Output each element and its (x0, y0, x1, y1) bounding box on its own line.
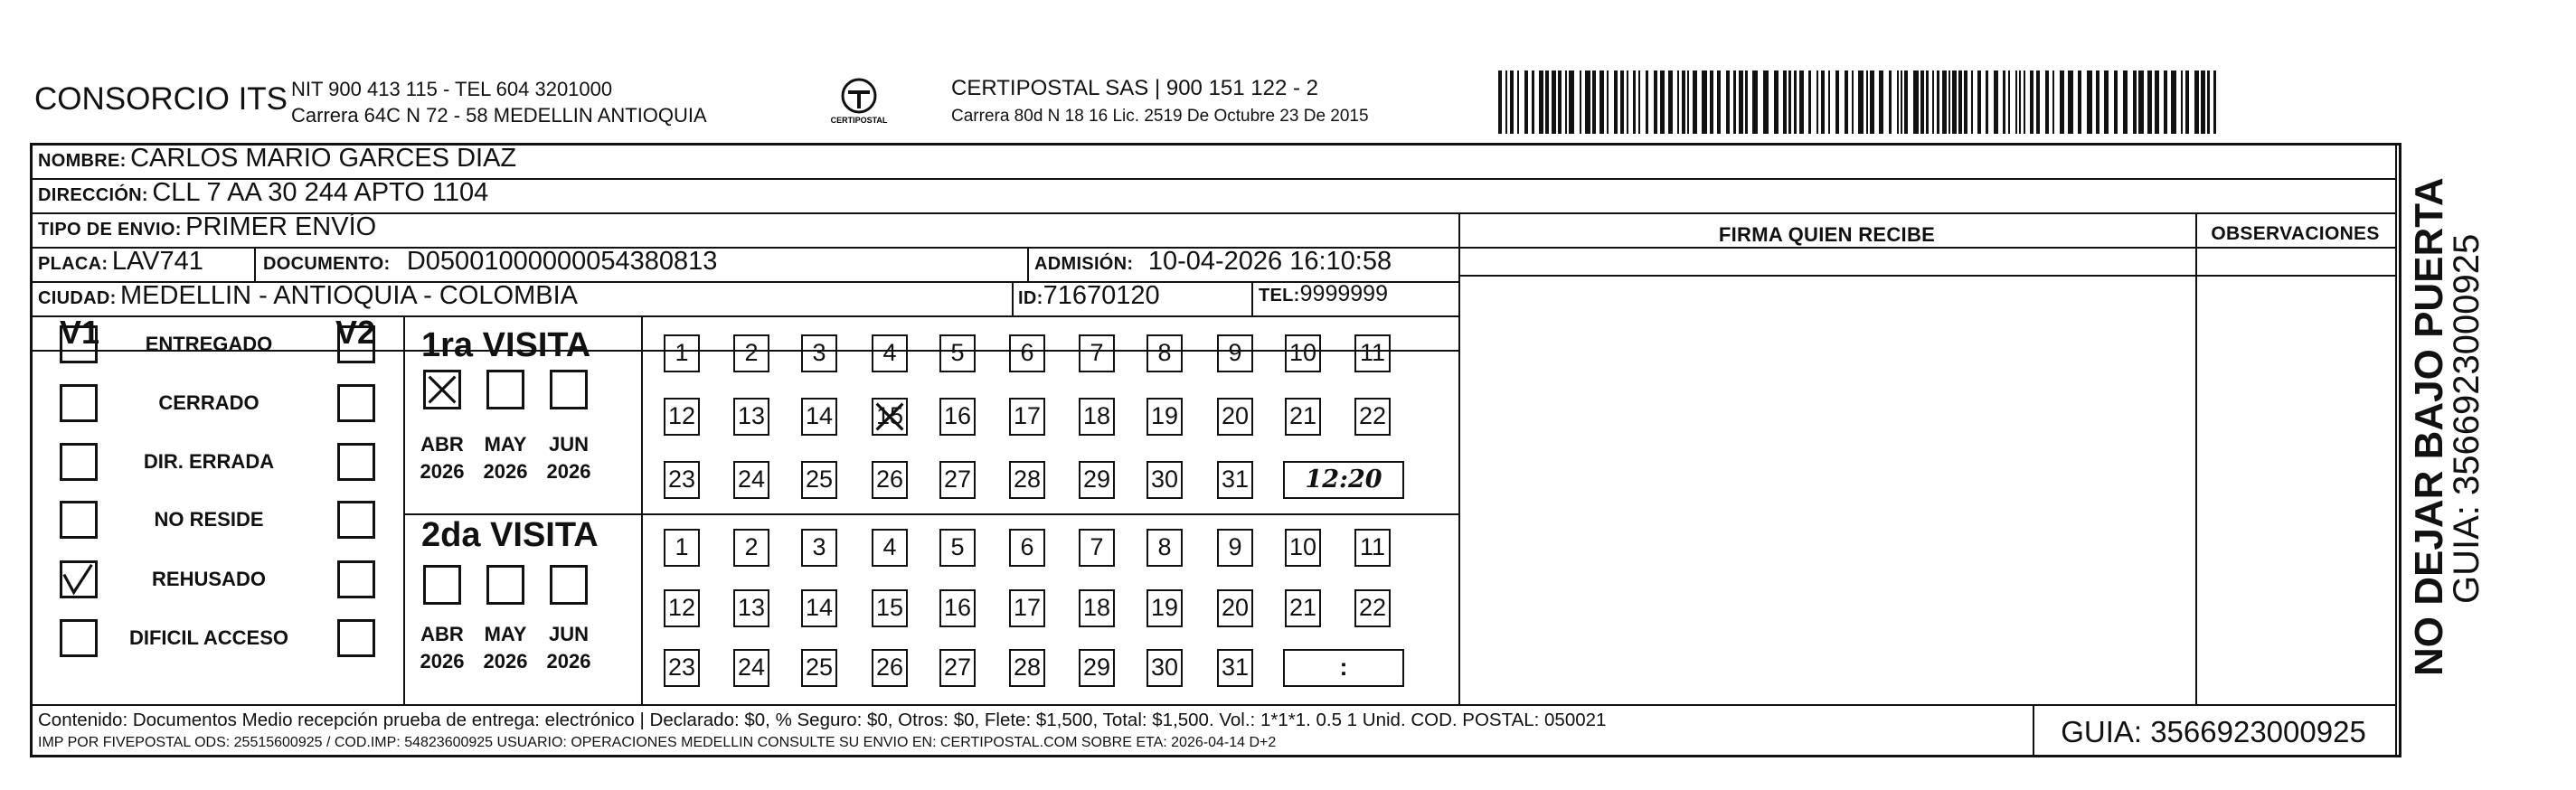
month-name: JUN (548, 433, 589, 456)
second-visit-day-5[interactable]: 5 (939, 529, 976, 567)
v1-checkbox[interactable] (60, 325, 98, 363)
v2-checkbox[interactable] (337, 501, 375, 539)
second-visit-day-7[interactable]: 7 (1079, 529, 1115, 567)
first-visit-day-15[interactable]: 15 (872, 398, 908, 436)
v1-checkbox[interactable] (60, 384, 98, 422)
second-visit-day-20[interactable]: 20 (1217, 589, 1253, 627)
status-label: DIFICIL ACCESO (128, 626, 288, 649)
second-visit-day-27[interactable]: 27 (939, 649, 976, 687)
placa-label: PLACA: (38, 254, 109, 274)
admision-cell (1034, 247, 1392, 277)
company-info (291, 76, 707, 128)
second-visit-day-14[interactable]: 14 (801, 589, 837, 627)
v2-checkbox[interactable] (337, 619, 375, 657)
second-visit-month-label (539, 621, 599, 675)
second-visit-day-2[interactable]: 2 (733, 529, 769, 567)
first-visit-day-16[interactable]: 16 (939, 398, 976, 436)
month-name: MAY (484, 433, 527, 456)
first-visit-day-8[interactable]: 8 (1146, 334, 1183, 372)
second-visit-day-25[interactable]: 25 (801, 649, 837, 687)
second-visit-title: 2da VISITA (421, 516, 599, 554)
first-visit-day-4[interactable]: 4 (872, 334, 908, 372)
ciudad-label: CIUDAD: (38, 288, 117, 308)
logo-icon (830, 76, 888, 132)
second-visit-month-checkbox[interactable] (486, 565, 524, 605)
status-label: ENTREGADO (145, 333, 273, 355)
second-visit-day-9[interactable]: 9 (1217, 529, 1253, 567)
second-visit-day-24[interactable]: 24 (733, 649, 769, 687)
company-name: CONSORCIO ITS (34, 81, 288, 117)
first-visit-day-11[interactable]: 11 (1354, 334, 1391, 372)
first-visit-day-17[interactable]: 17 (1009, 398, 1045, 436)
first-visit-day-25[interactable]: 25 (801, 461, 837, 499)
month-year: 2026 (546, 460, 591, 483)
nombre-value: CARLOS MARIO GARCES DIAZ (130, 144, 517, 173)
tipo-label: TIPO DE ENVIO: (38, 220, 182, 240)
first-visit-day-21[interactable]: 21 (1285, 398, 1321, 436)
first-visit-time-box[interactable]: 12:20 (1283, 461, 1404, 499)
direccion-value: CLL 7 AA 30 244 APTO 1104 (152, 178, 489, 207)
nombre-row (38, 144, 516, 174)
first-visit-day-10[interactable]: 10 (1285, 334, 1321, 372)
first-visit-day-23[interactable]: 23 (664, 461, 700, 499)
second-visit-day-4[interactable]: 4 (872, 529, 908, 567)
first-visit-month-checkbox[interactable] (486, 370, 524, 409)
first-visit-title: 1ra VISITA (421, 326, 591, 364)
second-visit-day-26[interactable]: 26 (872, 649, 908, 687)
second-visit-day-31[interactable]: 31 (1217, 649, 1253, 687)
tel-label: TEL: (1259, 286, 1300, 306)
second-visit-day-10[interactable]: 10 (1285, 529, 1321, 567)
second-visit-day-19[interactable]: 19 (1146, 589, 1183, 627)
first-visit-day-28[interactable]: 28 (1009, 461, 1045, 499)
ciudad-value: MEDELLIN - ANTIOQUIA - COLOMBIA (120, 281, 578, 310)
first-visit-month-checkbox[interactable] (550, 370, 588, 409)
second-visit-day-13[interactable]: 13 (733, 589, 769, 627)
tipo-row (38, 212, 376, 242)
first-visit-month-label (539, 431, 599, 485)
first-visit-month-label (476, 431, 535, 485)
id-cell (1018, 281, 1160, 311)
v2-checkbox[interactable] (337, 325, 375, 363)
month-year: 2026 (420, 460, 465, 483)
v2-checkbox[interactable] (337, 560, 375, 598)
certipostal-logo (830, 76, 888, 132)
observations-area[interactable] (2198, 278, 2393, 702)
footer-guia: GUIA: 3566923000925 (2061, 715, 2366, 748)
v2-checkbox[interactable] (337, 384, 375, 422)
second-visit-day-22[interactable]: 22 (1354, 589, 1391, 627)
month-name: ABR (420, 433, 464, 456)
tel-cell (1259, 281, 1388, 307)
month-year: 2026 (483, 650, 528, 672)
first-visit-day-20[interactable]: 20 (1217, 398, 1253, 436)
barcode (1496, 71, 2220, 134)
courier-name: CERTIPOSTAL SAS | 900 151 122 - 2 (951, 76, 1318, 100)
company-nit: NIT 900 413 115 - TEL 604 3201000 (291, 78, 613, 100)
second-visit-day-12[interactable]: 12 (664, 589, 700, 627)
month-year: 2026 (546, 650, 591, 672)
id-label: ID: (1018, 288, 1043, 308)
month-year: 2026 (420, 650, 465, 672)
second-visit-day-30[interactable]: 30 (1146, 649, 1183, 687)
x-mark-icon (426, 372, 458, 407)
nombre-label: NOMBRE: (38, 151, 127, 171)
first-visit-day-31[interactable]: 31 (1217, 461, 1253, 499)
second-visit-day-21[interactable]: 21 (1285, 589, 1321, 627)
placa-value: LAV741 (111, 247, 203, 276)
first-visit-day-2[interactable]: 2 (733, 334, 769, 372)
signature-area[interactable] (1461, 278, 2194, 702)
courier-info (951, 76, 1369, 127)
second-visit-time-box[interactable]: : (1283, 649, 1404, 687)
second-visit-day-16[interactable]: 16 (939, 589, 976, 627)
v2-label: V2 (335, 314, 376, 351)
first-visit-day-26[interactable]: 26 (872, 461, 908, 499)
observaciones-header: OBSERVACIONES (2211, 223, 2380, 244)
placa-cell (38, 247, 203, 277)
first-visit-day-12[interactable]: 12 (664, 398, 700, 436)
second-visit-day-6[interactable]: 6 (1009, 529, 1045, 567)
first-visit-day-29[interactable]: 29 (1079, 461, 1115, 499)
status-label: CERRADO (158, 391, 259, 414)
first-visit-day-9[interactable]: 9 (1217, 334, 1253, 372)
tel-value: 9999999 (1299, 281, 1388, 306)
direccion-label: DIRECCIÓN: (38, 185, 148, 205)
month-name: JUN (548, 623, 589, 645)
first-visit-day-7[interactable]: 7 (1079, 334, 1115, 372)
first-visit-day-24[interactable]: 24 (733, 461, 769, 499)
courier-address: Carrera 80d N 18 16 Lic. 2519 De Octubre 23 De 2015 (951, 107, 1369, 126)
v1-checkbox[interactable] (60, 443, 98, 481)
first-visit-day-14[interactable]: 14 (801, 398, 837, 436)
second-visit-day-18[interactable]: 18 (1079, 589, 1115, 627)
month-year: 2026 (483, 460, 528, 483)
v1-checkbox[interactable] (60, 501, 98, 539)
first-visit-month-label (412, 431, 472, 485)
v1-label: V1 (60, 314, 100, 351)
documento-cell (263, 247, 717, 277)
admision-label: ADMISIÓN: (1034, 254, 1134, 274)
second-visit-day-1[interactable]: 1 (664, 529, 700, 567)
documento-value: D05001000000054380813 (406, 247, 718, 276)
first-visit-day-27[interactable]: 27 (939, 461, 976, 499)
second-visit-day-17[interactable]: 17 (1009, 589, 1045, 627)
v1-checkbox[interactable] (60, 560, 98, 598)
footer-imp: IMP POR FIVEPOSTAL ODS: 25515600925 / COD.IMP: 54823600925 USUARIO: OPERACIONES MEDELLIN CONSULTE SU ENVIO EN: CERTIPOSTAL.COM SOBRE ETA: 2026-04-14 D+2 (38, 735, 1277, 750)
logo-text: CERTIPOSTAL (830, 116, 888, 125)
second-visit-day-28[interactable]: 28 (1009, 649, 1045, 687)
second-visit-month-checkbox[interactable] (423, 565, 461, 605)
check-mark-icon (62, 563, 95, 596)
v1-checkbox[interactable] (60, 619, 98, 657)
first-visit-day-19[interactable]: 19 (1146, 398, 1183, 436)
footer-contenido: Contenido: Documentos Medio recepción prueba de entrega: electrónico | Declarado: $0, % Seguro: $0, Otros: $0, Flete: $1,500, Total: $1,500. Vol.: 1*1*1. 0.5 1 Unid. COD. POSTAL: 050021 (38, 710, 1607, 730)
delivery-form (30, 143, 2401, 757)
first-visit-day-1[interactable]: 1 (664, 334, 700, 372)
second-visit-month-label (412, 621, 472, 675)
status-label: REHUSADO (152, 568, 266, 590)
ciudad-cell (38, 281, 578, 311)
company-address: Carrera 64C N 72 - 58 MEDELLIN ANTIOQUIA (291, 104, 707, 127)
v2-checkbox[interactable] (337, 443, 375, 481)
direccion-row (38, 178, 488, 208)
status-label: DIR. ERRADA (143, 450, 275, 473)
second-visit-day-23[interactable]: 23 (664, 649, 700, 687)
second-visit-month-checkbox[interactable] (550, 565, 588, 605)
admision-value: 10-04-2026 16:10:58 (1147, 247, 1392, 276)
first-visit-day-30[interactable]: 30 (1146, 461, 1183, 499)
first-visit-day-5[interactable]: 5 (939, 334, 976, 372)
second-visit-day-8[interactable]: 8 (1146, 529, 1183, 567)
x-mark-icon (873, 400, 906, 434)
first-visit-day-22[interactable]: 22 (1354, 398, 1391, 436)
id-value: 71670120 (1043, 281, 1160, 310)
firma-header: FIRMA QUIEN RECIBE (1718, 223, 1936, 246)
first-visit-day-6[interactable]: 6 (1009, 334, 1045, 372)
first-visit-day-18[interactable]: 18 (1079, 398, 1115, 436)
documento-label: DOCUMENTO: (263, 254, 391, 274)
side-warning: NO DEJAR BAJO PUERTA (2407, 177, 2451, 676)
second-visit-day-3[interactable]: 3 (801, 529, 837, 567)
month-name: MAY (484, 623, 527, 645)
tipo-value: PRIMER ENVÍO (185, 212, 377, 241)
first-visit-day-3[interactable]: 3 (801, 334, 837, 372)
second-visit-month-label (476, 621, 535, 675)
second-visit-day-15[interactable]: 15 (872, 589, 908, 627)
side-guia: GUIA: 3566923000925 (2447, 233, 2486, 604)
first-visit-month-checkbox[interactable] (423, 370, 461, 409)
month-name: ABR (420, 623, 464, 645)
first-visit-day-13[interactable]: 13 (733, 398, 769, 436)
second-visit-day-11[interactable]: 11 (1354, 529, 1391, 567)
second-visit-day-29[interactable]: 29 (1079, 649, 1115, 687)
status-label: NO RESIDE (154, 508, 264, 531)
barcode-icon (1496, 71, 2220, 134)
